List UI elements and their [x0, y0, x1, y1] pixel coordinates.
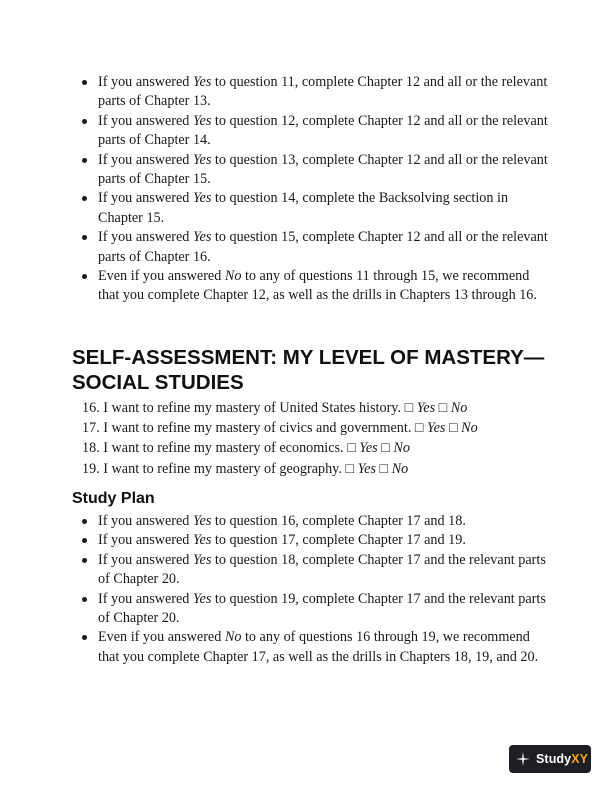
list-item: If you answered Yes to question 17, complete Chapter 17 and 19.	[80, 531, 550, 550]
checkbox-icon: □	[381, 440, 390, 457]
list-item: If you answered Yes to question 11, complete Chapter 12 and all or the relevant parts of Chapter 13.	[80, 73, 550, 112]
checkbox-icon: □	[414, 420, 424, 437]
checkbox-icon: □	[345, 460, 355, 477]
assessment-questions	[82, 398, 562, 479]
list-item: If you answered Yes to question 16, complete Chapter 17 and 18.	[80, 512, 550, 531]
checkbox-icon: □	[404, 400, 414, 416]
plus-sparkle-icon	[515, 751, 531, 767]
checkbox-icon: □	[449, 420, 458, 437]
section-title: SELF-ASSESSMENT: MY LEVEL OF MASTERY—SOCIAL STUDIES	[72, 346, 545, 394]
list-item: If you answered Yes to question 12, complete Chapter 12 and all or the relevant parts of Chapter 14.	[80, 112, 550, 151]
question-item: 18. I want to refine my mastery of economics. □ Yes □ No	[82, 440, 410, 457]
list-item: Even if you answered No to any of questions 16 through 19, we recommend that you complete Chapter 17, as well as the drills in Chapters 18, 19, and 20.	[80, 628, 550, 667]
list-item: If you answered Yes to question 14, complete the Backsolving section in Chapter 15.	[80, 189, 550, 228]
badge-brand: StudyXY	[536, 752, 589, 766]
list-item: Even if you answered No to any of questions 11 through 15, we recommend that you complete Chapter 12, as well as the drills in Chapters 13 through 16.	[80, 267, 550, 306]
list-item: If you answered Yes to question 18, complete Chapter 17 and the relevant parts of Chapter 20.	[80, 551, 550, 590]
list-item: If you answered Yes to question 15, complete Chapter 12 and all or the relevant parts of Chapter 16.	[80, 228, 550, 267]
checkbox-icon: □	[438, 400, 448, 416]
checkbox-icon: □	[347, 440, 356, 457]
study-plan-list-math	[80, 73, 550, 306]
study-plan-heading: Study Plan	[72, 490, 155, 507]
checkbox-icon: □	[379, 460, 389, 477]
studyxy-badge[interactable]	[509, 745, 591, 773]
list-item: If you answered Yes to question 13, complete Chapter 12 and all or the relevant parts of Chapter 15.	[80, 151, 550, 190]
question-item: 17. I want to refine my mastery of civics and government. □ Yes □ No	[82, 420, 478, 437]
list-item: If you answered Yes to question 19, complete Chapter 17 and the relevant parts of Chapter 20.	[80, 590, 550, 629]
question-item: 16. I want to refine my mastery of United States history. □ Yes □ No	[82, 400, 468, 416]
question-item: 19. I want to refine my mastery of geography. □ Yes □ No	[82, 460, 409, 477]
study-plan-list-social-studies	[80, 512, 550, 667]
